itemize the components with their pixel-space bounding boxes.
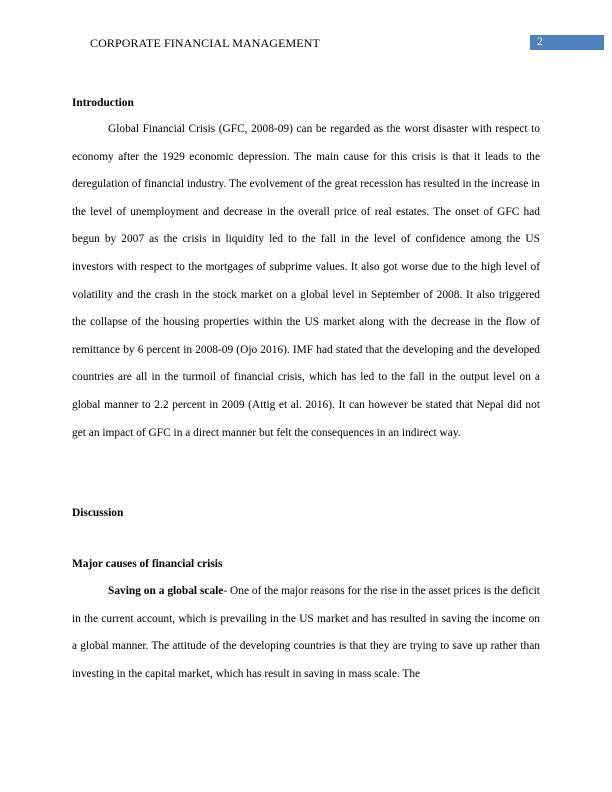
discussion-heading: Discussion bbox=[72, 507, 124, 519]
saving-lead-term: Saving on a global scale bbox=[108, 585, 224, 597]
page-number-badge: 2 bbox=[530, 35, 604, 50]
introduction-heading: Introduction bbox=[72, 97, 134, 109]
running-head: CORPORATE FINANCIAL MANAGEMENT bbox=[90, 36, 320, 50]
major-causes-heading: Major causes of financial crisis bbox=[72, 558, 223, 570]
saving-paragraph bbox=[72, 578, 540, 688]
saving-body-text: - One of the major reasons for the rise in the asset prices is the deficit in the current account, which is prevailing in the US market and has resulted in saving the income on a global manner. The attitude of the developing countries is that they are trying to save up rather than investing in the capital market, which has result in saving in mass scale. The bbox=[72, 585, 540, 680]
introduction-paragraph: Global Financial Crisis (GFC, 2008-09) can be regarded as the worst disaster with respect to economy after the 1929 economic depression. The main cause for this crisis is that it leads to the deregulation of financial industry. The evolvement of the great recession has resulted in the increase in the level of unemployment and decrease in the overall price of real estates. The onset of GFC had begun by 2007 as the crisis in liquidity led to the fall in the level of confidence among the US investors with respect to the mortgages of subprime values. It also got worse due to the high level of volatility and the crash in the stock market on a global level in September of 2008. It also triggered the collapse of the housing properties within the US market along with the decrease in the flow of remittance by 6 percent in 2008-09 (Ojo 2016). IMF had stated that the developing and the developed countries are all in the turmoil of financial crisis, which has led to the fall in the output level on a global manner to 2.2 percent in 2009 (Attig et al. 2016). It can however be stated that Nepal did not get an impact of GFC in a direct manner but felt the consequences in an indirect way. bbox=[72, 123, 540, 439]
